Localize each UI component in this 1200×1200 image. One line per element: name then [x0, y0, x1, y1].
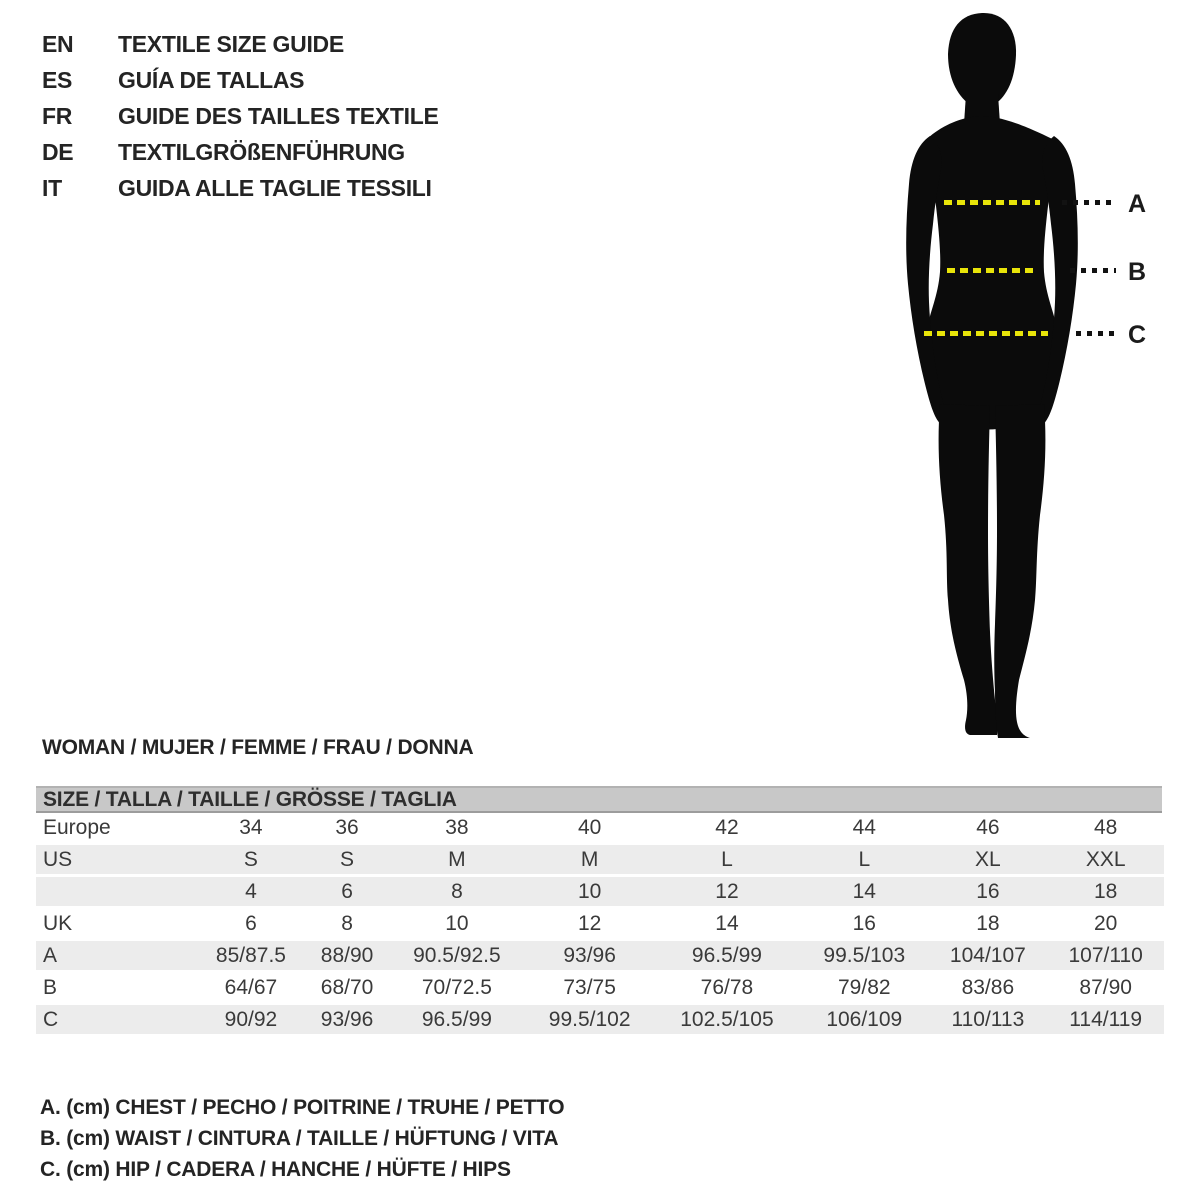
size-cell: 4 — [196, 876, 306, 908]
size-table-header: SIZE / TALLA / TAILLE / GRÖSSE / TAGLIA — [36, 786, 1162, 813]
measurement-legend — [40, 1092, 564, 1185]
size-cell: 83/86 — [928, 972, 1047, 1004]
size-cell: L — [800, 844, 928, 876]
size-cell: 96.5/99 — [654, 940, 800, 972]
size-cell: 20 — [1047, 908, 1164, 940]
language-row — [42, 170, 439, 206]
size-cell: 64/67 — [196, 972, 306, 1004]
size-cell: 36 — [306, 813, 388, 844]
size-cell: 10 — [388, 908, 525, 940]
size-cell: 93/96 — [306, 1004, 388, 1036]
size-cell: 76/78 — [654, 972, 800, 1004]
row-label: B — [36, 972, 196, 1004]
language-row — [42, 62, 439, 98]
size-cell: 8 — [388, 876, 525, 908]
size-cell: 14 — [800, 876, 928, 908]
size-cell: 12 — [526, 908, 654, 940]
size-table — [36, 813, 1164, 1037]
size-cell: 85/87.5 — [196, 940, 306, 972]
language-title: GUÍA DE TALLAS — [118, 67, 305, 93]
size-cell: 90/92 — [196, 1004, 306, 1036]
size-cell: 107/110 — [1047, 940, 1164, 972]
size-cell: XL — [928, 844, 1047, 876]
size-cell: 6 — [196, 908, 306, 940]
size-cell: 114/119 — [1047, 1004, 1164, 1036]
language-code: EN — [42, 31, 74, 57]
size-cell: 38 — [388, 813, 525, 844]
language-code: DE — [42, 139, 74, 165]
size-cell: 12 — [654, 876, 800, 908]
language-title: TEXTILE SIZE GUIDE — [118, 31, 344, 57]
chest-leader-dots — [1062, 200, 1116, 205]
silhouette-right-leg — [994, 404, 1045, 738]
row-label: UK — [36, 908, 196, 940]
size-cell: 90.5/92.5 — [388, 940, 525, 972]
row-label — [36, 876, 196, 908]
size-cell: 110/113 — [928, 1004, 1047, 1036]
table-row — [36, 908, 1164, 940]
legend-line: B. (cm) WAIST / CINTURA / TAILLE / HÜFTUNG / VITA — [40, 1127, 559, 1150]
language-title: GUIDA ALLE TAGLIE TESSILI — [118, 175, 432, 201]
language-row — [42, 134, 439, 170]
size-cell: 8 — [306, 908, 388, 940]
size-cell: 87/90 — [1047, 972, 1164, 1004]
silhouette-left-leg — [939, 404, 998, 735]
size-cell: 96.5/99 — [388, 1004, 525, 1036]
size-cell: M — [526, 844, 654, 876]
size-cell: 104/107 — [928, 940, 1047, 972]
size-cell: 102.5/105 — [654, 1004, 800, 1036]
legend-line: A. (cm) CHEST / PECHO / POITRINE / TRUHE / PETTO — [40, 1096, 565, 1119]
row-label: US — [36, 844, 196, 876]
size-cell: 44 — [800, 813, 928, 844]
size-cell: M — [388, 844, 525, 876]
silhouette-head — [948, 13, 1016, 104]
language-row — [42, 98, 439, 134]
size-cell: 93/96 — [526, 940, 654, 972]
table-row — [36, 1004, 1164, 1036]
hip-measure-line — [924, 331, 1048, 336]
size-cell: XXL — [1047, 844, 1164, 876]
marker-label-c: C — [1128, 321, 1147, 349]
legend-line: C. (cm) HIP / CADERA / HANCHE / HÜFTE / HIPS — [40, 1158, 511, 1181]
table-row — [36, 972, 1164, 1004]
size-cell: 18 — [928, 908, 1047, 940]
row-label: Europe — [36, 813, 196, 844]
waist-measure-line — [947, 268, 1035, 273]
table-row — [36, 844, 1164, 876]
language-code: IT — [42, 175, 62, 201]
language-code: FR — [42, 103, 73, 129]
size-cell: 48 — [1047, 813, 1164, 844]
size-cell: 16 — [928, 876, 1047, 908]
size-cell: 88/90 — [306, 940, 388, 972]
size-cell: 106/109 — [800, 1004, 928, 1036]
size-cell: 46 — [928, 813, 1047, 844]
row-label: A — [36, 940, 196, 972]
size-cell: 18 — [1047, 876, 1164, 908]
size-cell: 16 — [800, 908, 928, 940]
size-cell: L — [654, 844, 800, 876]
language-title: GUIDE DES TAILLES TEXTILE — [118, 103, 439, 129]
woman-silhouette-figure — [900, 8, 1085, 738]
size-cell: 6 — [306, 876, 388, 908]
waist-leader-dots — [1070, 268, 1116, 273]
size-cell: 68/70 — [306, 972, 388, 1004]
size-cell: 40 — [526, 813, 654, 844]
size-cell: 99.5/103 — [800, 940, 928, 972]
table-row — [36, 940, 1164, 972]
language-title: TEXTILGRÖßENFÜHRUNG — [118, 139, 405, 165]
table-row — [36, 813, 1164, 844]
language-row — [42, 26, 439, 62]
section-title-woman: WOMAN / MUJER / FEMME / FRAU / DONNA — [42, 736, 474, 759]
chest-measure-line — [944, 200, 1040, 205]
language-title-list — [42, 26, 439, 206]
size-cell: S — [306, 844, 388, 876]
size-cell: 34 — [196, 813, 306, 844]
size-cell: 99.5/102 — [526, 1004, 654, 1036]
size-cell: 73/75 — [526, 972, 654, 1004]
marker-label-a: A — [1128, 190, 1147, 218]
size-cell: 42 — [654, 813, 800, 844]
marker-label-b: B — [1128, 258, 1147, 286]
table-row — [36, 876, 1164, 908]
size-cell: 14 — [654, 908, 800, 940]
hip-leader-dots — [1076, 331, 1116, 336]
size-cell: 70/72.5 — [388, 972, 525, 1004]
row-label: C — [36, 1004, 196, 1036]
size-cell: S — [196, 844, 306, 876]
size-cell: 79/82 — [800, 972, 928, 1004]
size-table-body — [36, 813, 1164, 1036]
language-code: ES — [42, 67, 73, 93]
size-cell: 10 — [526, 876, 654, 908]
